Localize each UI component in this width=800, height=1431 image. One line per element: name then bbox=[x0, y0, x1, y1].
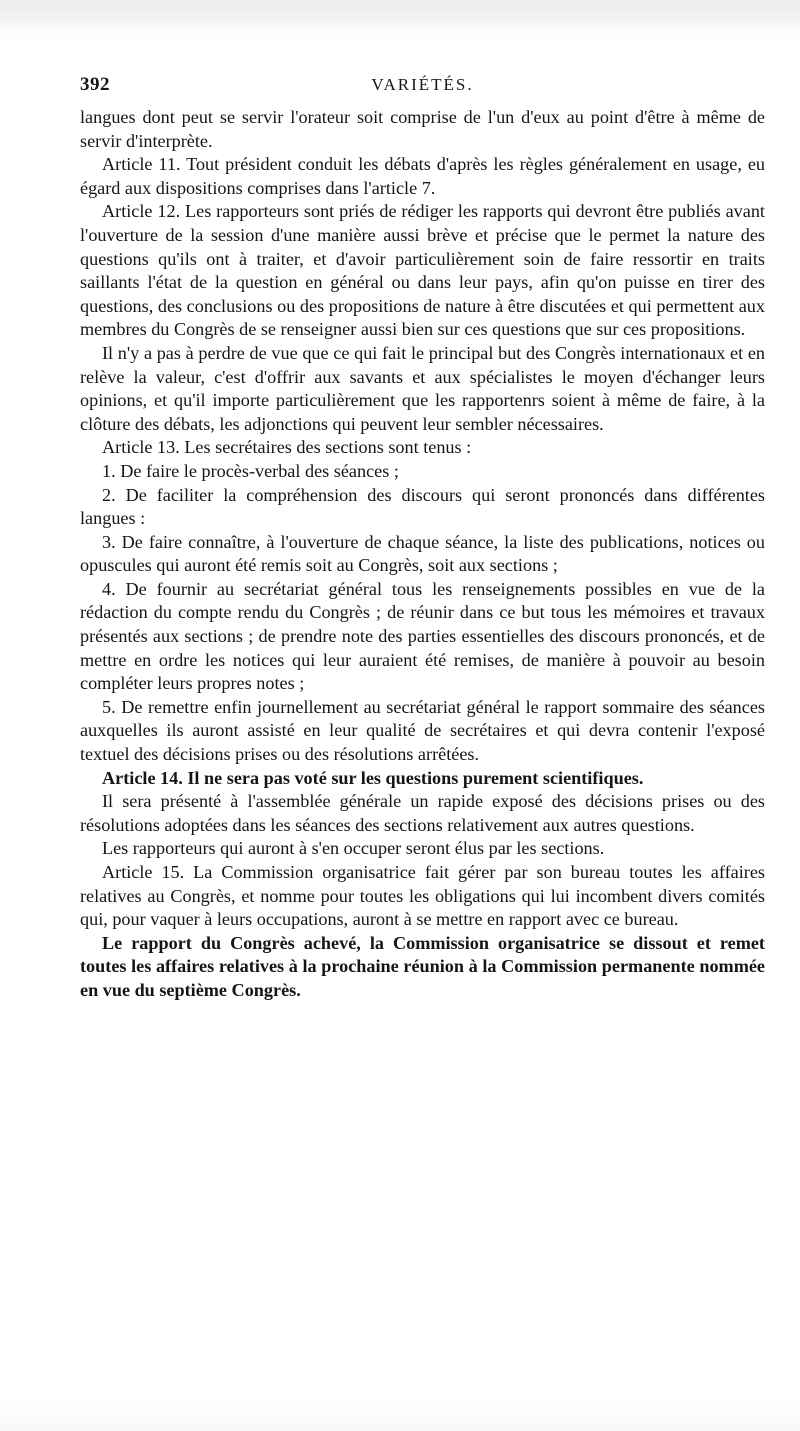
paragraph-continuation: langues dont peut se servir l'orateur soit comprise de l'un d'eux au point d'être à même de servir d'interprète. bbox=[80, 107, 765, 151]
paragraph-rapporteurs: Les rapporteurs qui auront à s'en occuper seront élus par les sections. bbox=[102, 838, 605, 859]
paragraph-article-12: Article 12. Les rapporteurs sont priés de rédiger les rapports qui devront être publiés avant l'ouverture de la session d'une manière aussi brève et précise que le permet la nature des questions qu'ils ont à traiter, et d'avoir particulièrement soin de faire ressortir en traits saillants l'état de la question en général ou dans leur pays, afin qu'on puisse en tirer des questions, des conclusions ou des propositions de nature à être discutées et qui permettent aux membres du Congrès de se renseigner aussi bien sur ces questions que sur ces propositions. bbox=[80, 201, 765, 340]
list-item-1: 1. De faire le procès-verbal des séances ; bbox=[102, 460, 399, 481]
list-item-4: 4. De fournir au secrétariat général tous les renseignements possibles en vue de la rédaction du compte rendu du Congrès ; de réunir dans ce but tous les mémoires et travaux présentés aux sections ; de prendre note des parties essentielles des discours prononcés, et de mettre en ordre les notices qui leur auraient été remises, de manière à pouvoir au besoin compléter leurs propres notes ; bbox=[80, 578, 765, 694]
running-title: VARIÉTÉS. bbox=[371, 75, 474, 94]
paragraph-congress-purpose: Il n'y a pas à perdre de vue que ce qui fait le principal but des Congrès internationaux et en relève la valeur, c'est d'offrir aux savants et aux spécialistes le moyen d'échanger leurs opinions, et qu'il importe particulièrement que les rapportenrs soient à même de faire, à la clôture des débats, les adjonctions qui peuvent leur sembler nécessaires. bbox=[80, 342, 765, 434]
list-item-2: 2. De faciliter la compréhension des discours qui seront prononcés dans différentes langues : bbox=[80, 484, 765, 529]
body-text bbox=[80, 106, 765, 1003]
paragraph-general-assembly: Il sera présenté à l'assemblée générale un rapide exposé des décisions prises ou des résolutions adoptées dans les séances des sections relativement aux autres questions. bbox=[80, 791, 765, 835]
paragraph-article-13: Article 13. Les secrétaires des sections sont tenus : bbox=[102, 437, 472, 458]
page-top-shadow bbox=[0, 0, 800, 30]
list-item-3: 3. De faire connaître, à l'ouverture de chaque séance, la liste des publications, notices ou opuscules qui auront été remis soit au Congrès, soit aux sections ; bbox=[80, 531, 765, 576]
paragraph-article-15: Article 15. La Commission organisatrice fait gérer par son bureau toutes les affaires relatives au Congrès, et nomme pour toutes les obligations qui lui incombent divers comités qui, pour vaquer à leurs occupations, auront à se mettre en rapport avec ce bureau. bbox=[80, 862, 765, 930]
list-item-5: 5. De remettre enfin journellement au secrétariat général le rapport sommaire des séances auxquelles ils auront assisté en leur qualité de secrétaires et qui devra contenir l'exposé textuel des décisions prises ou des résolutions arrêtées. bbox=[80, 696, 765, 765]
page-header bbox=[80, 74, 765, 98]
page-number: 392 bbox=[80, 74, 110, 95]
paragraph-final: Le rapport du Congrès achevé, la Commission organisatrice se dissout et remet toutes les affaires relatives à la prochaine réunion à la Commission permanente nommée en vue du septième Congrès. bbox=[80, 932, 765, 1000]
paragraph-article-14: Article 14. Il ne sera pas voté sur les questions purement scientifiques. bbox=[102, 767, 644, 788]
paragraph-article-11: Article 11. Tout président conduit les débats d'après les règles généralement en usage, eu égard aux dispositions comprises dans l'article 7. bbox=[80, 154, 765, 198]
